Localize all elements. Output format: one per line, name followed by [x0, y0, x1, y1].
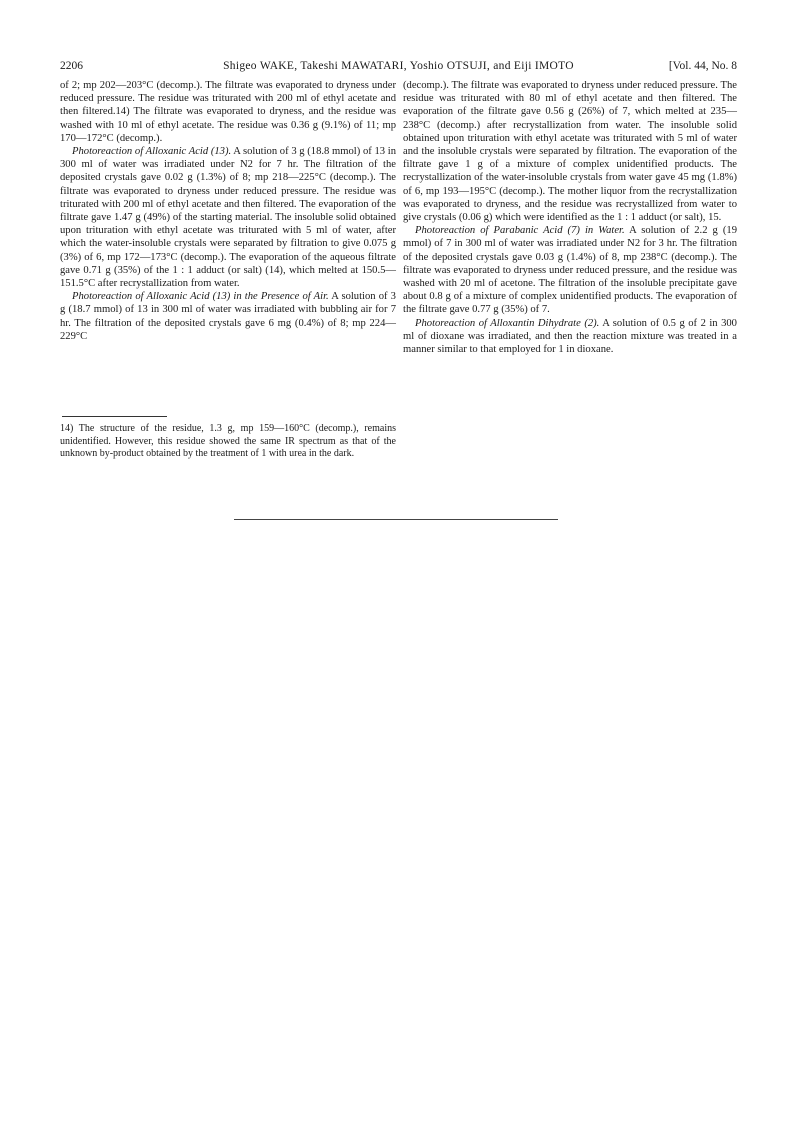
author-line: Shigeo WAKE, Takeshi MAWATARI, Yoshio OTSUJI, and Eiji IMOTO [223, 60, 574, 72]
running-header [60, 60, 737, 76]
paragraph [60, 145, 396, 290]
section-heading: Photoreaction of Parabanic Acid (7) in Water. [415, 225, 625, 237]
section-heading: Photoreaction of Alloxantin Dihydrate (2). [415, 317, 600, 329]
paragraph-body: A solution of 2.2 g (19 mmol) of 7 in 300 ml of water was irradiated under N2 for 3 hr. The filtration of the deposited crystals gave 0.03 g (1.4%) of 8, mp 238°C (decomp.). The filtrate was evaporated to dryness under reduced pressure, and the residue was washed with 20 ml of acetone. The filtration of the insoluble precipitate gave about 0.8 g of a mixture of complex unidentified products. The evaporation of the filtrate gave 0.77 g (35%) of 7. [403, 225, 738, 316]
paragraph-body: A solution of 3 g (18.7 mmol) of 13 in 300 ml of water was irradiated with bubbling air for 7 hr. The filtration of the deposited crystals gave 6 mg (0.4%) of 8; mp 224—229°C [60, 291, 396, 342]
paragraph-body: A solution of 3 g (18.8 mmol) of 13 in 300 ml of water was irradiated under N2 for 7 hr. The filtration of the deposited crystals gave 0.02 g (1.3%) of 8; mp 218—225°C (decomp.). The filtrate was evaporated to dryness under reduced pressure. The residue was triturated with 200 ml of ethyl acetate and then filtered. The evaporation of the filtrate gave 1.47 g (49%) of the starting material. The insoluble solid obtained upon trituration with ethyl acetate was triturated with 5 ml of water, after which the water-insoluble crystals were separated by filtration to give 0.075 g (3%) of 6, mp 172—173°C (decomp.). The evaporation of the aqueous filtrate gave 0.71 g (35%) of the 1 : 1 adduct (or salt) (14), which melted at 150.5—151.5°C after recrystallization from water. [60, 146, 396, 290]
page-number: 2206 [60, 60, 83, 72]
left-column [60, 79, 396, 343]
volume-info: [Vol. 44, No. 8 [668, 60, 737, 72]
section-heading: Photoreaction of Alloxanic Acid (13). [72, 146, 232, 158]
right-column [403, 79, 737, 356]
paragraph [60, 290, 396, 343]
section-heading: Photoreaction of Alloxanic Acid (13) in the Presence of Air. [72, 291, 329, 303]
paragraph: (decomp.). The filtrate was evaporated to dryness under reduced pressure. The residue was triturated with 80 ml of ethyl acetate and then filtered. The evaporation of the filtrate gave 0.56 g (26%) of 7, which melted at 235—238°C (decomp.) after recrystallization from water. The insoluble solid obtained upon trituration with ethyl acetate was triturated with 5 ml of water and the insoluble crystals were separated by filtration. The evaporation of the filtrate gave 1 g of a mixture of complex unidentified products. The recrystallization of the water-insoluble crystals from water gave 45 mg (1.8%) of 6, mp 193—195°C (decomp.). The mother liquor from the recrystallization was evaporated to dryness, and the residue was recrystallized from water to give crystals (0.06 g) which were identified as the 1 : 1 adduct (or salt), 15. [403, 80, 737, 224]
paragraph [403, 224, 737, 316]
footnote-text: 14) The structure of the residue, 1.3 g, mp 159—160°C (decomp.), remains unidentified. However, this residue showed the same IR spectrum as that of the unknown by-product obtained by the treatment of 1 with urea in the dark. [60, 423, 396, 460]
end-of-article-rule [234, 519, 558, 520]
paragraph-body: A solution of 0.5 g of 2 in 300 ml of dioxane was irradiated, and then the reaction mixture was treated in a manner similar to that employed for 1 in dioxane. [403, 317, 737, 356]
paragraph [403, 317, 737, 357]
footnote [60, 423, 396, 461]
paragraph: of 2; mp 202—203°C (decomp.). The filtrate was evaporated to dryness under reduced pressure. The residue was triturated with 200 ml of ethyl acetate and then filtered.14) The filtrate was evaporated to dryness, and the residue was washed with 10 ml of ethyl acetate. The residue was 0.36 g (9.1%) of 11; mp 170—172°C (decomp.). [60, 80, 396, 144]
footnote-divider [62, 416, 167, 417]
